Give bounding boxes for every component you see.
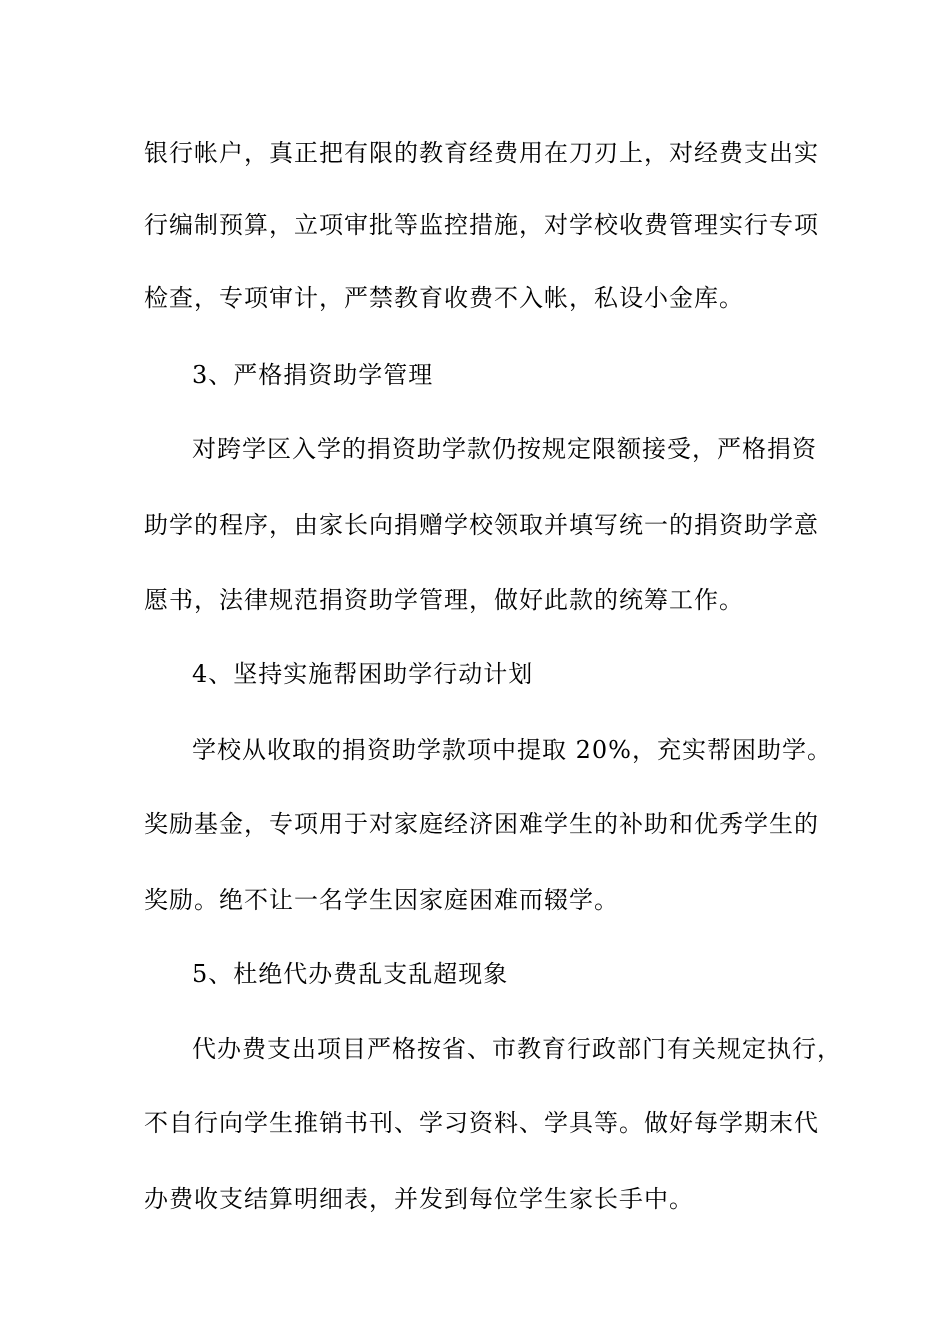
paragraph-line: 办费收支结算明细表，并发到每位学生家长手中。 — [144, 1185, 694, 1213]
paragraph-line: 愿书，法律规范捐资助学管理，做好此款的统筹工作。 — [144, 586, 744, 614]
paragraph-line: 行编制预算，立项审批等监控措施，对学校收费管理实行专项 — [144, 211, 819, 239]
section-heading: 4、坚持实施帮困助学行动计划 — [192, 660, 534, 688]
paragraph-line: 检查，专项审计，严禁教育收费不入帐，私设小金库。 — [144, 284, 744, 312]
section-heading: 3、严格捐资助学管理 — [192, 361, 434, 389]
paragraph-line: 不自行向学生推销书刊、学习资料、学具等。做好每学期末代 — [144, 1109, 819, 1137]
paragraph-line: 奖励。绝不让一名学生因家庭困难而辍学。 — [144, 886, 619, 914]
paragraph-line: 代办费支出项目严格按省、市教育行政部门有关规定执行， — [192, 1035, 842, 1063]
paragraph-line: 助学的程序，由家长向捐赠学校领取并填写统一的捐资助学意 — [144, 511, 819, 539]
paragraph-line: 学校从收取的捐资助学款项中提取 20%，充实帮困助学。 — [192, 736, 832, 764]
paragraph-line: 对跨学区入学的捐资助学款仍按规定限额接受，严格捐资 — [192, 435, 817, 463]
section-heading: 5、杜绝代办费乱支乱超现象 — [192, 960, 509, 988]
paragraph-line: 奖励基金，专项用于对家庭经济困难学生的补助和优秀学生的 — [144, 810, 819, 838]
paragraph-line: 银行帐户，真正把有限的教育经费用在刀刃上，对经费支出实 — [144, 139, 819, 167]
